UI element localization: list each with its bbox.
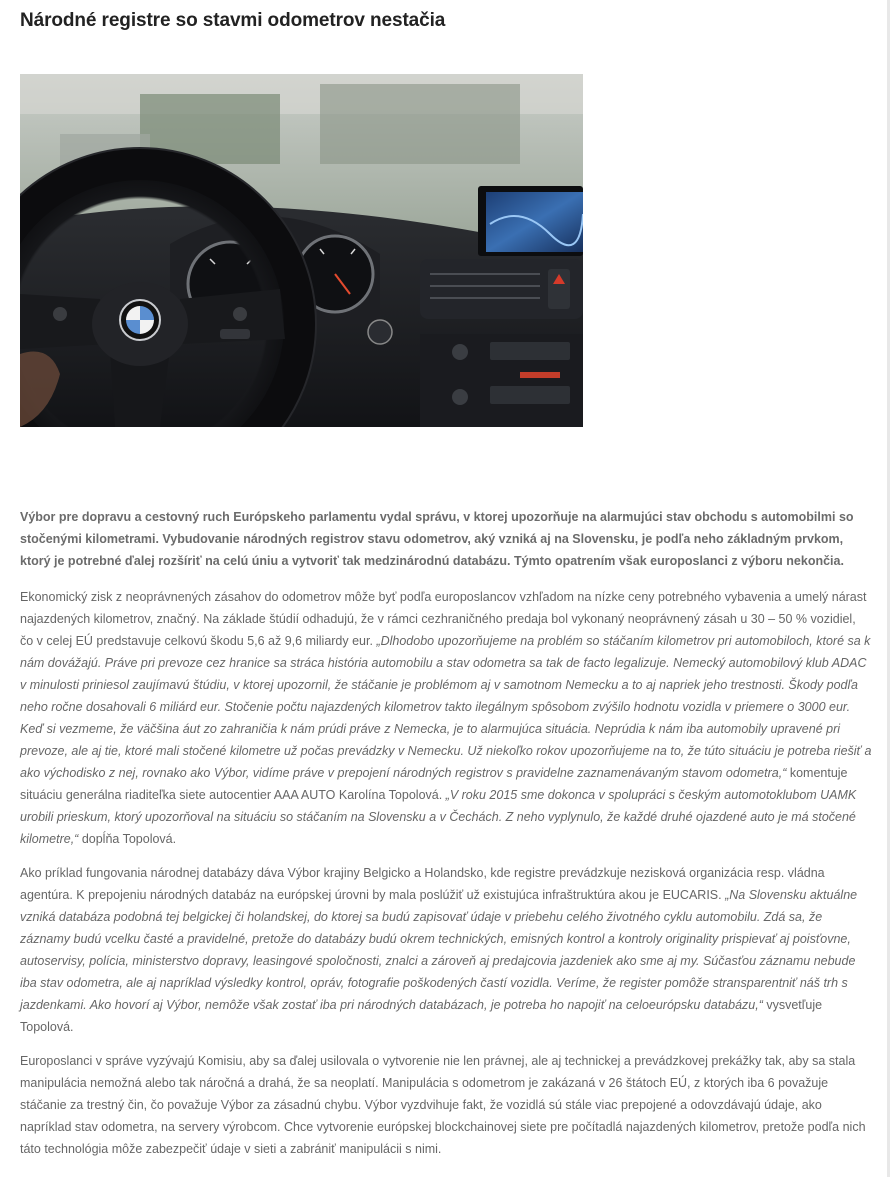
quote-2: „V roku 2015 sme dokonca v spolupráci s českým automotoklubom UAMK urobili prieskum, ktorý upozorňoval na situáciu so stáčaním na Slovensku a v Čechách. Z neho vyplynulo, že každé druhé ojazdené auto je má stočené kilometre,“ bbox=[20, 788, 857, 846]
article-lead: Výbor pre dopravu a cestovný ruch Európskeho parlamentu vydal správu, v ktorej upozorňuje na alarmujúci stav obchodu s automobilmi so stočenými kilometrami. Vybudovanie národných registrov stavu odometrov, aký vzniká aj na Slovensku, je podľa neho základným prvkom, ktorý je potrebné ďalej rozšíriť na celú úniu a vytvoriť tak medzinárodnú databázu. Týmto opatrením však europoslanci z výboru nekončia. bbox=[20, 510, 854, 568]
article-body bbox=[20, 506, 872, 1172]
paragraph-2-end: vysvetľuje Topolová. bbox=[20, 998, 823, 1034]
paragraph-1-end: dopĺňa Topolová. bbox=[78, 832, 177, 846]
article-title: Národné registre so stavmi odometrov nestačia bbox=[20, 10, 446, 31]
quote-1: „Dlhodobo upozorňujeme na problém so stáčaním kilometrov pri automobiloch, ktoré sa k nám dovážajú. Práve pri prevoze cez hranice sa stráca história automobilu a stav odometra sa tak de facto legalizuje. Nemecký automobilový klub ADAC v minulosti priniesol zaujímavú štúdiu, v ktorej upozornil, že stáčanie je problémom aj v samotnom Nemecku a to aj napriek jeho trestnosti. Škody podľa neho ročne dosahovali 6 miliárd eur. Stočenie počtu najazdených kilometrov takto ilegálnym spôsobom zvýšilo hodnotu vozidla v priemere o 3000 eur. Keď si vezmeme, že väčšina áut zo zahraničia k nám prúdi práve z Nemecka, je to alarmujúca situácia. Neprúdia k nám iba automobily upravené pri prevoze, ale aj tie, ktoré mali stočené kilometre už počas prevádzky v Nemecku. Už niekoľko rokov upozorňujeme na to, že túto situáciu je potreba riešiť a ako východisko z nej, rovnako ako Výbor, vidíme práve v prepojení národných registrov s pravidelne zaznamenávaným stavom odometra,“ bbox=[20, 634, 872, 780]
paragraph-2 bbox=[20, 862, 872, 1038]
paragraph-3: Europoslanci v správe vyzývajú Komisiu, aby sa ďalej usilovala o vytvorenie nie len právnej, ale aj technickej a prevádzkovej prekážky tak, aby sa stala manipulácia nemožná alebo tak náročná a drahá, že sa neoplatí. Manipulácia s odometrom je zakázaná v 26 štátoch EÚ, z ktorých iba 6 považuje stáčanie za trestný čin, čo považuje Výbor za zásadnú chybu. Výbor vyzdvihuje fakt, že vozidlá sú stále viac prepojené a odovzdávajú údaje, ako napríklad stav odometra, na servery výrobcom. Chce vytvorenie európskej blockchainovej siete pre počítadlá najazdených kilometrov, pretože podľa nich táto technológia môže zabezpečiť údaje v sieti a zabrániť manipulácii s nimi. bbox=[20, 1054, 866, 1156]
paragraph-1 bbox=[20, 586, 872, 850]
paragraph-1-attribution: komentuje situáciu generálna riaditeľka siete autocentier AAA AUTO Karolína Topolová. bbox=[20, 766, 848, 802]
paragraph-1-text: Ekonomický zisk z neoprávnených zásahov do odometrov môže byť podľa europoslancov vzhľadom na nízke ceny potrebného vybavenia a umelý nárast najazdených kilometrov, značný. Na základe štúdií odhadujú, že v rámci cezhraničného predaja bol vykonaný neoprávnený zásah u 30 – 50 % vozidiel, čo v celej EÚ predstavuje celkovú škodu 5,6 až 9,6 miliardy eur. bbox=[20, 590, 867, 648]
car-dashboard-photo bbox=[20, 74, 583, 427]
quote-3: „Na Slovensku aktuálne vzniká databáza podobná tej belgickej či holandskej, do ktorej sa budú zapisovať údaje v priebehu celého životného cyklu automobilu. Zdá sa, že záznamy budú vcelku časté a pravidelné, pretože do databázy budú okrem technických, emisných kontrol a kontroly originality prispievať aj poisťovne, autoservisy, polícia, ministerstvo dopravy, leasingové spoločnosti, znalci a zároveň aj predajcovia jazdeniek ako sme aj my. Súčasťou záznamu nebude iba stav odometra, ale aj napríklad výsledky kontrol, opráv, fotografie poškodených častí vozidla. Veríme, že register pomôže stransparentniť náš trh s jazdenkami. Ako hovorí aj Výbor, nemôže však zostať iba pri národných databázach, je potreba ho napojiť na celoeurópsku databázu,“ bbox=[20, 888, 858, 1012]
paragraph-2-text: Ako príklad fungovania národnej databázy dáva Výbor krajiny Belgicko a Holandsko, kde registre prevádzkuje nezisková organizácia resp. vládna agentúra. K prepojeniu národných databáz na európskej úrovni by mala poslúžiť už existujúca infraštruktúra akou je EUCARIS. bbox=[20, 866, 825, 902]
